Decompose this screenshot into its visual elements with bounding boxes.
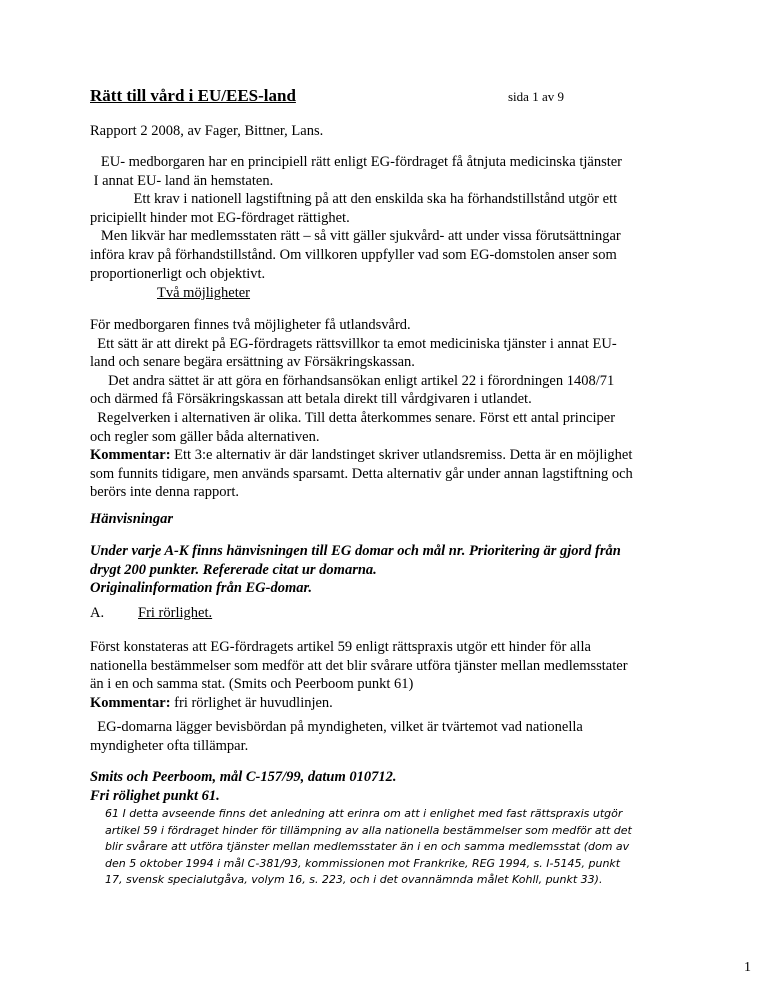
page-number: 1 bbox=[744, 960, 751, 975]
comment-label: Kommentar: bbox=[90, 447, 171, 463]
burden-paragraph: EG-domarna lägger bevisbördan på myndigheten, vilket är tvärtemot vad nationella myndigheter ofta tillämpar. bbox=[90, 719, 583, 754]
case-heading: Smits och Peerboom, mål C-157/99, datum 010712. Fri rölighet punkt 61. bbox=[90, 769, 397, 804]
page-indicator: sida 1 av 9 bbox=[508, 89, 564, 104]
comment-label: Kommentar: bbox=[90, 694, 171, 711]
intro-paragraph: EU- medborgaren har en principiell rätt enligt EG-fördraget få åtnjuta medicinska tjänster I annat EU- land än hemstaten. Ett krav i nationell lagstiftning på att den enskilda ska ha förhandstillstånd utgör ett pricipiellt hinder mot EG-fördraget rättighet. Men likvär har medlemsstaten rätt – så vitt gäller sjukvård- att under vissa förutsättningar införa krav på förhandstillstånd. Om villkoren uppfyller vad som EG-domstolen anser som proportionerligt och objektivt. bbox=[90, 154, 623, 282]
options-paragraph: För medborgaren finnes två möjligheter få utlandsvård. Ett sätt är att direkt på EG-fördragets rättsvillkor ta emot mediciniska tjänster i annat EU- land och senare begära ersättning av Försäkringskassan. Det andra sättet är att göra en förhandsansökan enligt artikel 22 i förordningen 1408/71 och därmed få Försäkringskassan att betala direkt till vårdgivaren i utlandet. Regelverken i alternativen är olika. Till detta återkommes senare. Först ett antal principer och regler som gäller båda alternativen. bbox=[90, 317, 617, 445]
references-text: Under varje A-K finns hänvisningen till EG domar och mål nr. Prioritering är gjord från drygt 200 punkter. Refererade citat ur domarna. Originalinformation från EG-domar. bbox=[90, 543, 621, 597]
comment-paragraph-1: Kommentar: Ett 3:e alternativ är där landstinget skriver utlandsremiss. Detta är en möjlighet som funnits tidigare, men används sparsamt. Detta alternativ går under annan lagstiftning och berörs inte denna rapport. bbox=[90, 447, 633, 501]
section-heading-two-options: Två möjligheter bbox=[157, 285, 251, 301]
document-title: Rätt till vård i EU/EES-land bbox=[90, 86, 296, 105]
report-line: Rapport 2 2008, av Fager, Bittner, Lans. bbox=[90, 123, 324, 139]
section-a-heading: A. Fri rörlighet. bbox=[90, 605, 213, 621]
case-quote: 61 I detta avseende finns det anledning att erinra om att i enlighet med fast rättspraxis utgör artikel 59 i fördraget hinder för tillämpning av alla nationella bestämmelser som medför att det blir svårare att utföra tjänster mellan medlemsstater än i en och samma medlemsstat (dom av den 5 oktober 1994 i mål C-381/93, kommissionen mot Frankrike, REG 1994, s. I-5145, punkt 17, svensk specialutgåva, volym 16, s. 223, och i det ovannämnda målet Kohll, punkt 33). bbox=[105, 807, 632, 886]
references-heading: Hänvisningar bbox=[90, 511, 173, 527]
section-a-text: Först konstateras att EG-fördragets artikel 59 enligt rättspraxis utgör ett hinder för alla nationella bestämmelser som medför att det blir svårare utföra tjänster mellan medlemsstater än i en och samma stat. (Smits och Peerboom punkt 61) Kommentar: fri rörlighet är huvudlinjen. bbox=[90, 639, 628, 711]
